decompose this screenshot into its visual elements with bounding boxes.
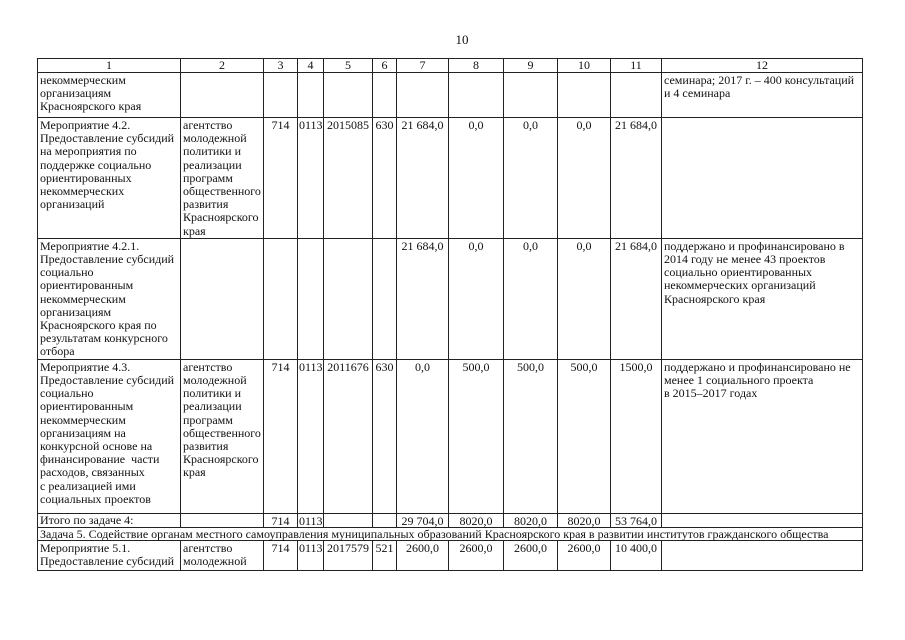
header-cell: 8 (449, 59, 504, 73)
amount-cell: 21 684,0 (397, 238, 449, 359)
code-cell: 2017579 (324, 540, 373, 570)
code-cell: 630 (373, 118, 397, 239)
code-cell (373, 73, 397, 118)
code-cell (298, 73, 324, 118)
activity-name-cell: Мероприятие 5.1. Предоставление субсидий (38, 540, 181, 570)
amount-cell (504, 73, 558, 118)
code-cell: 714 (264, 118, 298, 239)
page-number: 10 (455, 32, 469, 47)
amount-cell: 53 764,0 (611, 513, 662, 527)
code-cell: 714 (264, 540, 298, 570)
code-cell: 0113 (298, 359, 324, 513)
result-cell: семинара; 2017 г. – 400 консультаций и 4 семинара (662, 73, 863, 118)
executor-cell (181, 238, 264, 359)
code-cell (324, 73, 373, 118)
code-cell: 0113 (299, 513, 323, 528)
amount-cell: 2600,0 (504, 540, 558, 570)
activity-name-cell: Мероприятие 4.2. Предоставление субсидий на мероприятия по поддержке социально ориентированных некоммерческих организаций (38, 118, 181, 239)
code-cell (264, 73, 298, 118)
code-cell (373, 513, 397, 527)
table-row (38, 540, 863, 570)
header-cell: 4 (298, 59, 324, 73)
table-row (38, 238, 863, 359)
amount-cell: 8020,0 (449, 513, 504, 527)
executor-cell (181, 73, 264, 118)
header-cell: 10 (558, 59, 611, 73)
amount-cell (397, 73, 449, 118)
table-row (38, 73, 863, 118)
amount-cell: 10 400,0 (611, 540, 662, 570)
code-cell (298, 238, 324, 359)
amount-cell: 0,0 (504, 118, 558, 239)
code-cell (324, 238, 373, 359)
code-cell (373, 238, 397, 359)
header-cell: 6 (373, 59, 397, 73)
amount-cell: 1500,0 (611, 359, 662, 513)
budget-table (37, 58, 863, 571)
total-row (38, 513, 863, 527)
amount-cell: 29 704,0 (397, 513, 449, 527)
task-heading-cell: Задача 5. Содействие органам местного самоуправления муниципальных образований Красноярского края в развитии институтов гражданского общества (38, 527, 863, 540)
header-cell: 11 (611, 59, 662, 73)
table-header-row (38, 59, 863, 73)
amount-cell: 0,0 (397, 359, 449, 513)
amount-cell: 500,0 (449, 359, 504, 513)
total-label-cell: Итого по задаче 4: (38, 513, 181, 527)
code-cell: 714 (264, 513, 298, 527)
result-cell (662, 513, 863, 527)
table-row (38, 118, 863, 239)
header-cell: 1 (38, 59, 181, 73)
amount-cell: 500,0 (558, 359, 611, 513)
amount-cell (558, 73, 611, 118)
code-cell: 0113 (298, 118, 324, 239)
code-cell: 630 (373, 359, 397, 513)
amount-cell: 0,0 (449, 238, 504, 359)
result-cell: поддержано и профинансировано в 2014 году не менее 43 проектов социально ориентированных некоммерческих организаций Красноярского края (662, 238, 863, 359)
amount-cell: 21 684,0 (611, 118, 662, 239)
activity-name-cell: некоммерческим организациям Красноярского края (38, 73, 181, 118)
executor-cell (181, 513, 264, 527)
header-cell: 5 (324, 59, 373, 73)
amount-cell: 21 684,0 (611, 238, 662, 359)
code-cell (324, 513, 373, 527)
header-cell: 9 (504, 59, 558, 73)
activity-name-cell: Мероприятие 4.3. Предоставление субсидий социально ориентированным некоммерческим организациям на конкурсной основе на финансирование части расходов, связанных с реализацией ими социальных проектов (38, 359, 181, 513)
code-cell: 521 (373, 540, 397, 570)
amount-cell: 8020,0 (558, 513, 611, 527)
executor-cell: агентство молодежной политики и реализации программ общественного развития Красноярского края (181, 359, 264, 513)
amount-cell: 2600,0 (397, 540, 449, 570)
amount-cell (449, 73, 504, 118)
table-row (38, 359, 863, 513)
result-cell (662, 540, 863, 570)
task-heading-row (38, 527, 863, 540)
executor-cell: агентство молодежной политики и реализации программ общественного развития Красноярского края (181, 118, 264, 239)
amount-cell: 8020,0 (504, 513, 558, 527)
code-cell: 0113 (298, 540, 324, 570)
code-cell (264, 238, 298, 359)
code-cell: 2015085 (324, 118, 373, 239)
result-cell (662, 118, 863, 239)
result-cell: поддержано и профинансировано не менее 1 социального проекта в 2015–2017 годах (662, 359, 863, 513)
code-cell: 2011676 (324, 359, 373, 513)
header-cell: 3 (264, 59, 298, 73)
amount-cell (611, 73, 662, 118)
amount-cell: 2600,0 (558, 540, 611, 570)
header-cell: 12 (662, 59, 863, 73)
header-cell: 7 (397, 59, 449, 73)
activity-name-cell: Мероприятие 4.2.1. Предоставление субсидий социально ориентированным некоммерческим организациям Красноярского края по результатам конкурсного отбора (38, 238, 181, 359)
executor-cell: агентство молодежной (181, 540, 264, 570)
amount-cell: 2600,0 (449, 540, 504, 570)
amount-cell: 500,0 (504, 359, 558, 513)
amount-cell: 0,0 (504, 238, 558, 359)
amount-cell: 0,0 (558, 118, 611, 239)
code-cell: 714 (264, 359, 298, 513)
header-cell: 2 (181, 59, 264, 73)
amount-cell: 0,0 (558, 238, 611, 359)
amount-cell: 21 684,0 (397, 118, 449, 239)
amount-cell: 0,0 (449, 118, 504, 239)
